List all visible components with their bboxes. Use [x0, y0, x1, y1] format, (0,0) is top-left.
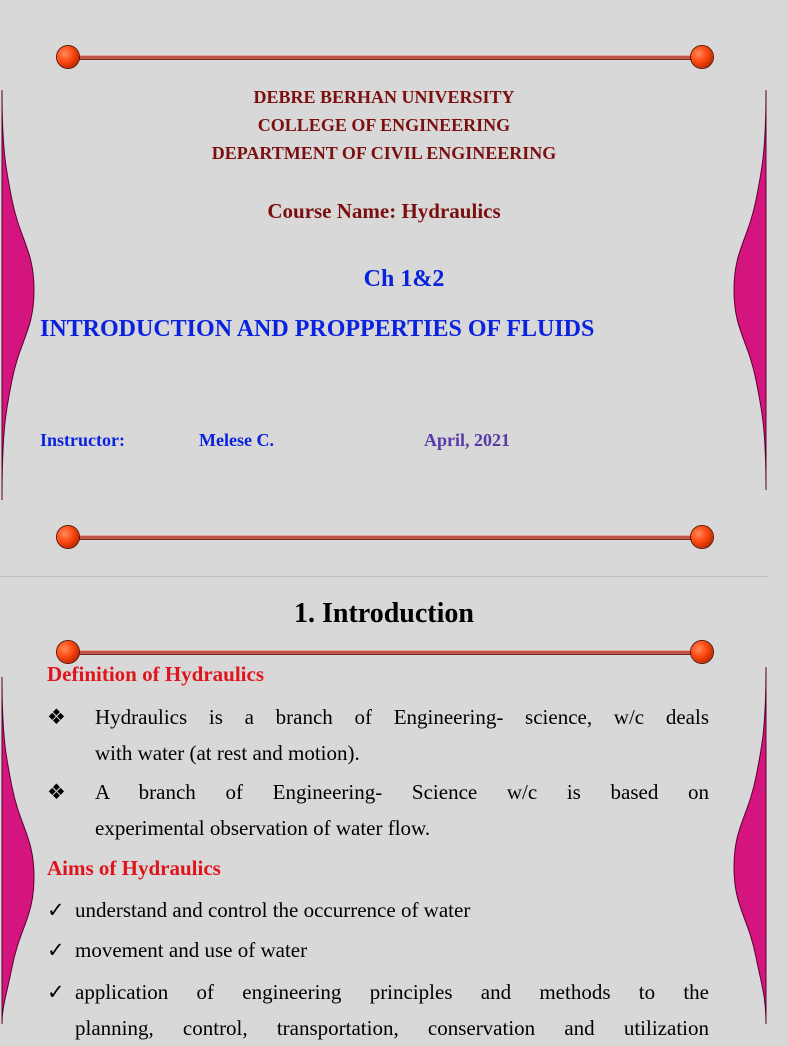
definition-heading: Definition of Hydraulics	[47, 662, 265, 686]
check-mark-icon: ✓	[47, 898, 65, 922]
aims-heading: Aims of Hydraulics	[47, 856, 221, 880]
aim-item: ✓ movement and use of water	[47, 932, 709, 968]
orange-ball-icon	[691, 641, 713, 663]
orange-ball-icon	[691, 526, 713, 548]
orange-ball-icon	[57, 46, 79, 68]
check-mark-icon: ✓	[47, 980, 65, 1004]
definition-bullet: ❖ Hydraulics is a branch of Engineering- science, w/c deals with water (at rest and motion).	[47, 699, 709, 771]
orange-ball-icon	[691, 46, 713, 68]
chapter-label: Ch 1&2	[363, 266, 445, 292]
section-heading: 1. Introduction	[294, 598, 474, 629]
heading-decorative-bar	[67, 647, 703, 657]
diamond-four-bullet-icon: ❖	[47, 705, 66, 729]
instructor-name: Melese C.	[199, 430, 274, 450]
right-wave-decoration	[728, 667, 768, 1024]
diamond-four-bullet-icon: ❖	[47, 780, 66, 804]
bottom-decorative-bar	[67, 532, 703, 542]
slide-title: INTRODUCTION AND PROPPERTIES OF FLUIDS	[40, 316, 595, 342]
university-name: DEBRE BERHAN UNIVERSITY	[253, 87, 515, 107]
aim-item-continued: planning, control, transportation, conservation and utilization	[75, 1016, 709, 1040]
top-decorative-bar	[67, 52, 703, 62]
department-name: DEPARTMENT OF CIVIL ENGINEERING	[211, 143, 557, 163]
instructor-label: Instructor:	[40, 430, 125, 450]
left-wave-decoration	[0, 677, 40, 1024]
orange-ball-icon	[57, 526, 79, 548]
presentation-date: April, 2021	[424, 430, 511, 450]
check-mark-icon: ✓	[47, 938, 65, 962]
aim-item: ✓ understand and control the occurrence of water	[47, 892, 709, 928]
aim-item: ✓ application of engineering principles and methods to the	[47, 974, 709, 1010]
course-name: Course Name: Hydraulics	[267, 199, 501, 223]
definition-bullet: ❖ A branch of Engineering- Science w/c is based on experimental observation of water flow.	[47, 774, 709, 846]
introduction-slide	[0, 577, 768, 1040]
college-name: COLLEGE OF ENGINEERING	[257, 115, 511, 135]
